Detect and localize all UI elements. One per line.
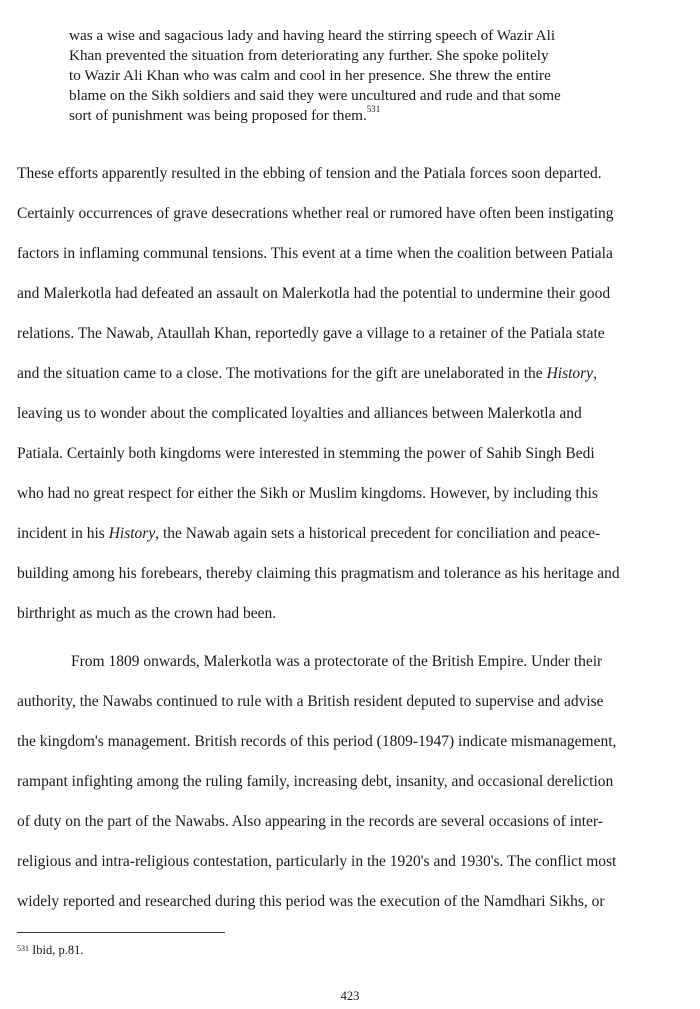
body-line: building among his forebears, thereby claiming this pragmatism and tolerance as his heritage and — [17, 565, 620, 582]
body-line — [17, 364, 597, 384]
body-text: , — [593, 365, 597, 382]
body-line: relations. The Nawab, Ataullah Khan, reportedly gave a village to a retainer of the Patiala state — [17, 325, 605, 342]
body-line: who had no great respect for either the Sikh or Muslim kingdoms. However, by including this — [17, 485, 598, 502]
quote-line: blame on the Sikh soldiers and said they were uncultured and rude and that some — [69, 87, 561, 104]
quote-line-text: sort of punishment was being proposed for them. — [69, 107, 367, 124]
body-line: leaving us to wonder about the complicated loyalties and alliances between Malerkotla and — [17, 405, 582, 422]
body-text: , the Nawab again sets a historical precedent for conciliation and peace- — [155, 525, 601, 542]
footnote-mark: 531 — [17, 944, 29, 953]
quote-line — [69, 103, 649, 126]
quote-line: Khan prevented the situation from deteriorating any further. She spoke politely — [69, 47, 549, 64]
footnote-separator — [17, 932, 225, 933]
quote-line: was a wise and sagacious lady and having heard the stirring speech of Wazir Ali — [69, 27, 556, 44]
body-line: Patiala. Certainly both kingdoms were interested in stemming the power of Sahib Singh Bedi — [17, 445, 595, 462]
footnote-text: Ibid, p.81. — [29, 943, 84, 957]
quote-line: to Wazir Ali Khan who was calm and cool in her presence. She threw the entire — [69, 67, 551, 84]
italic-title: History — [546, 365, 594, 382]
block-quote — [69, 26, 649, 126]
page-number: 423 — [340, 989, 360, 1003]
body-line: religious and intra-religious contestation, particularly in the 1920's and 1930's. The conflict most — [17, 853, 617, 870]
body-line: and Malerkotla had defeated an assault on Malerkotla had the potential to undermine their good — [17, 285, 611, 302]
body-line — [17, 524, 600, 544]
body-line-indented: From 1809 onwards, Malerkotla was a protectorate of the British Empire. Under their — [71, 653, 603, 670]
footnote-reference: 531 — [366, 103, 381, 114]
body-line: Certainly occurrences of grave desecrations whether real or rumored have often been instigating — [17, 205, 614, 222]
body-text: and the situation came to a close. The motivations for the gift are unelaborated in the — [17, 365, 547, 382]
body-line: authority, the Nawabs continued to rule with a British resident deputed to supervise and advise — [17, 693, 604, 710]
body-line: These efforts apparently resulted in the ebbing of tension and the Patiala forces soon departed. — [17, 165, 602, 182]
body-line: widely reported and researched during this period was the execution of the Namdhari Sikhs, or — [17, 893, 605, 910]
italic-title: History — [108, 525, 156, 542]
body-line: rampant infighting among the ruling family, increasing debt, insanity, and occasional dereliction — [17, 773, 614, 790]
body-line: of duty on the part of the Nawabs. Also appearing in the records are several occasions of inter- — [17, 813, 603, 830]
body-line: birthright as much as the crown had been. — [17, 605, 277, 622]
footnote — [17, 941, 84, 961]
body-line: factors in inflaming communal tensions. This event at a time when the coalition between Patiala — [17, 245, 613, 262]
body-line: the kingdom's management. British records of this period (1809-1947) indicate mismanagement, — [17, 733, 617, 750]
body-text: incident in his — [17, 525, 109, 542]
